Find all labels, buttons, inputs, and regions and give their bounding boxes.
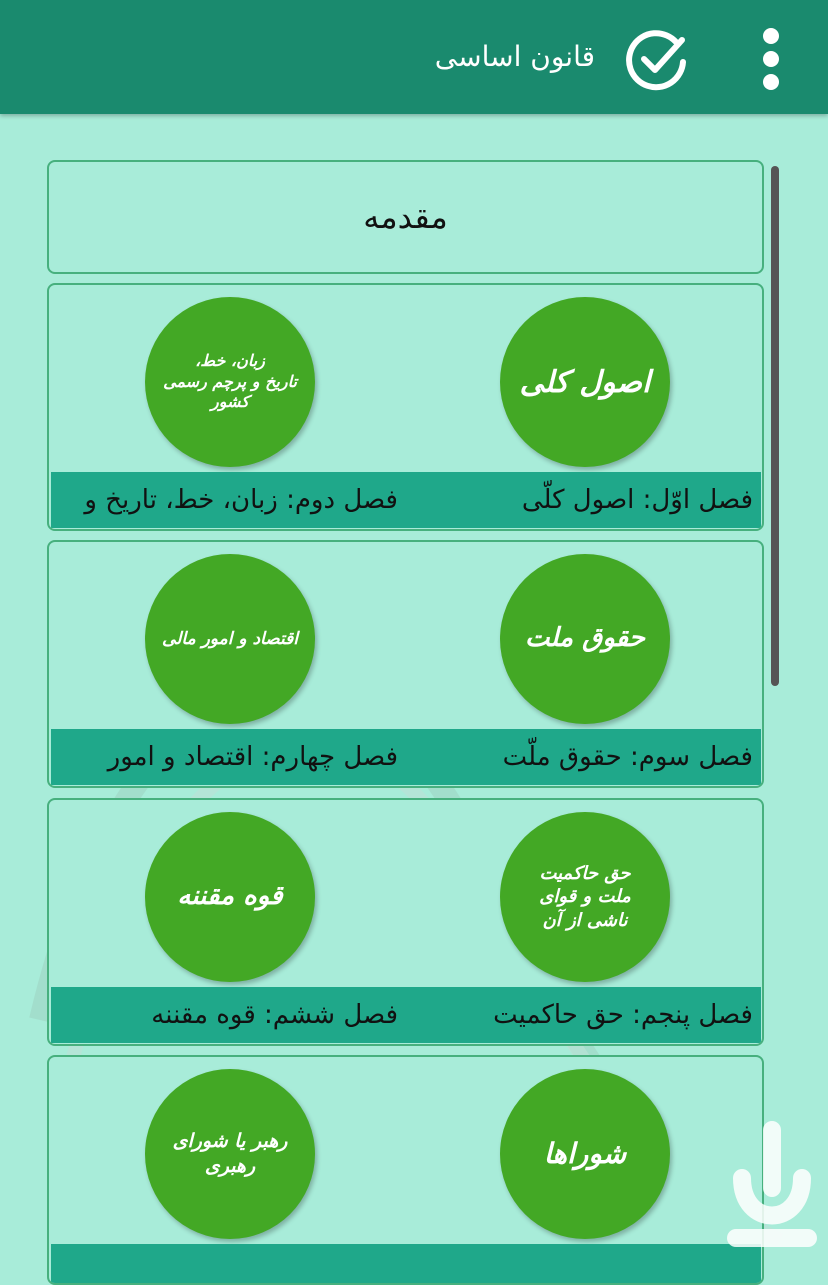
chapter-caption: فصل ششم: قوه مقننه — [51, 987, 406, 1043]
chapter-icon-text: قوه مقننه — [177, 881, 283, 912]
chapter-row — [47, 283, 764, 531]
chapter-item-1[interactable] — [406, 285, 761, 529]
chapter-caption: فصل اوّل: اصول کلّی — [406, 472, 761, 528]
chapter-icon — [500, 1069, 670, 1239]
chapter-item-2[interactable] — [51, 285, 406, 529]
store-watermark-icon — [722, 1118, 822, 1268]
chapter-icon — [145, 1069, 315, 1239]
app-title: قانون اساسی — [434, 40, 595, 73]
chapter-icon — [500, 554, 670, 724]
chapter-item-6[interactable] — [51, 800, 406, 1044]
more-vert-icon[interactable] — [754, 24, 790, 94]
chapter-caption: فصل پنجم: حق حاکمیت — [406, 987, 761, 1043]
chapter-icon-text: زبان، خط، تاریخ و پرچم رسمی کشور — [163, 350, 297, 412]
chapter-icon — [145, 812, 315, 982]
chapter-icon — [145, 554, 315, 724]
chapter-caption: فصل دوم: زبان، خط، تاریخ و — [51, 472, 406, 528]
chapter-row — [47, 1055, 764, 1285]
chapter-item-4[interactable] — [51, 542, 406, 786]
chapter-icon-text: اصول کلی — [519, 364, 651, 400]
check-circle-icon[interactable] — [624, 26, 690, 92]
chapter-icon — [500, 812, 670, 982]
chapter-icon-text: شوراها — [543, 1136, 627, 1170]
chapter-caption: فصل چهارم: اقتصاد و امور — [51, 729, 406, 785]
chapter-caption: فصل سوم: حقوق ملّت — [406, 729, 761, 785]
app-bar — [0, 0, 828, 114]
scrollbar[interactable] — [771, 166, 779, 686]
chapter-item-5[interactable] — [406, 800, 761, 1044]
intro-card[interactable] — [47, 160, 764, 274]
chapter-icon-text: حق حاکمیت ملت و قوای ناشی از آن — [539, 862, 631, 931]
chapter-icon-text: رهبر یا شورای رهبری — [172, 1130, 288, 1177]
chapter-row — [47, 540, 764, 788]
chapter-row — [47, 798, 764, 1046]
chapter-item-3[interactable] — [406, 542, 761, 786]
chapter-icon-text: اقتصاد و امور مالی — [162, 628, 298, 649]
chapter-item-7[interactable] — [406, 1057, 761, 1285]
intro-label: مقدمه — [363, 198, 448, 236]
chapter-icon — [145, 297, 315, 467]
chapter-icon-text: حقوق ملت — [525, 623, 645, 654]
chapter-item-8[interactable] — [51, 1057, 406, 1285]
chapter-icon — [500, 297, 670, 467]
